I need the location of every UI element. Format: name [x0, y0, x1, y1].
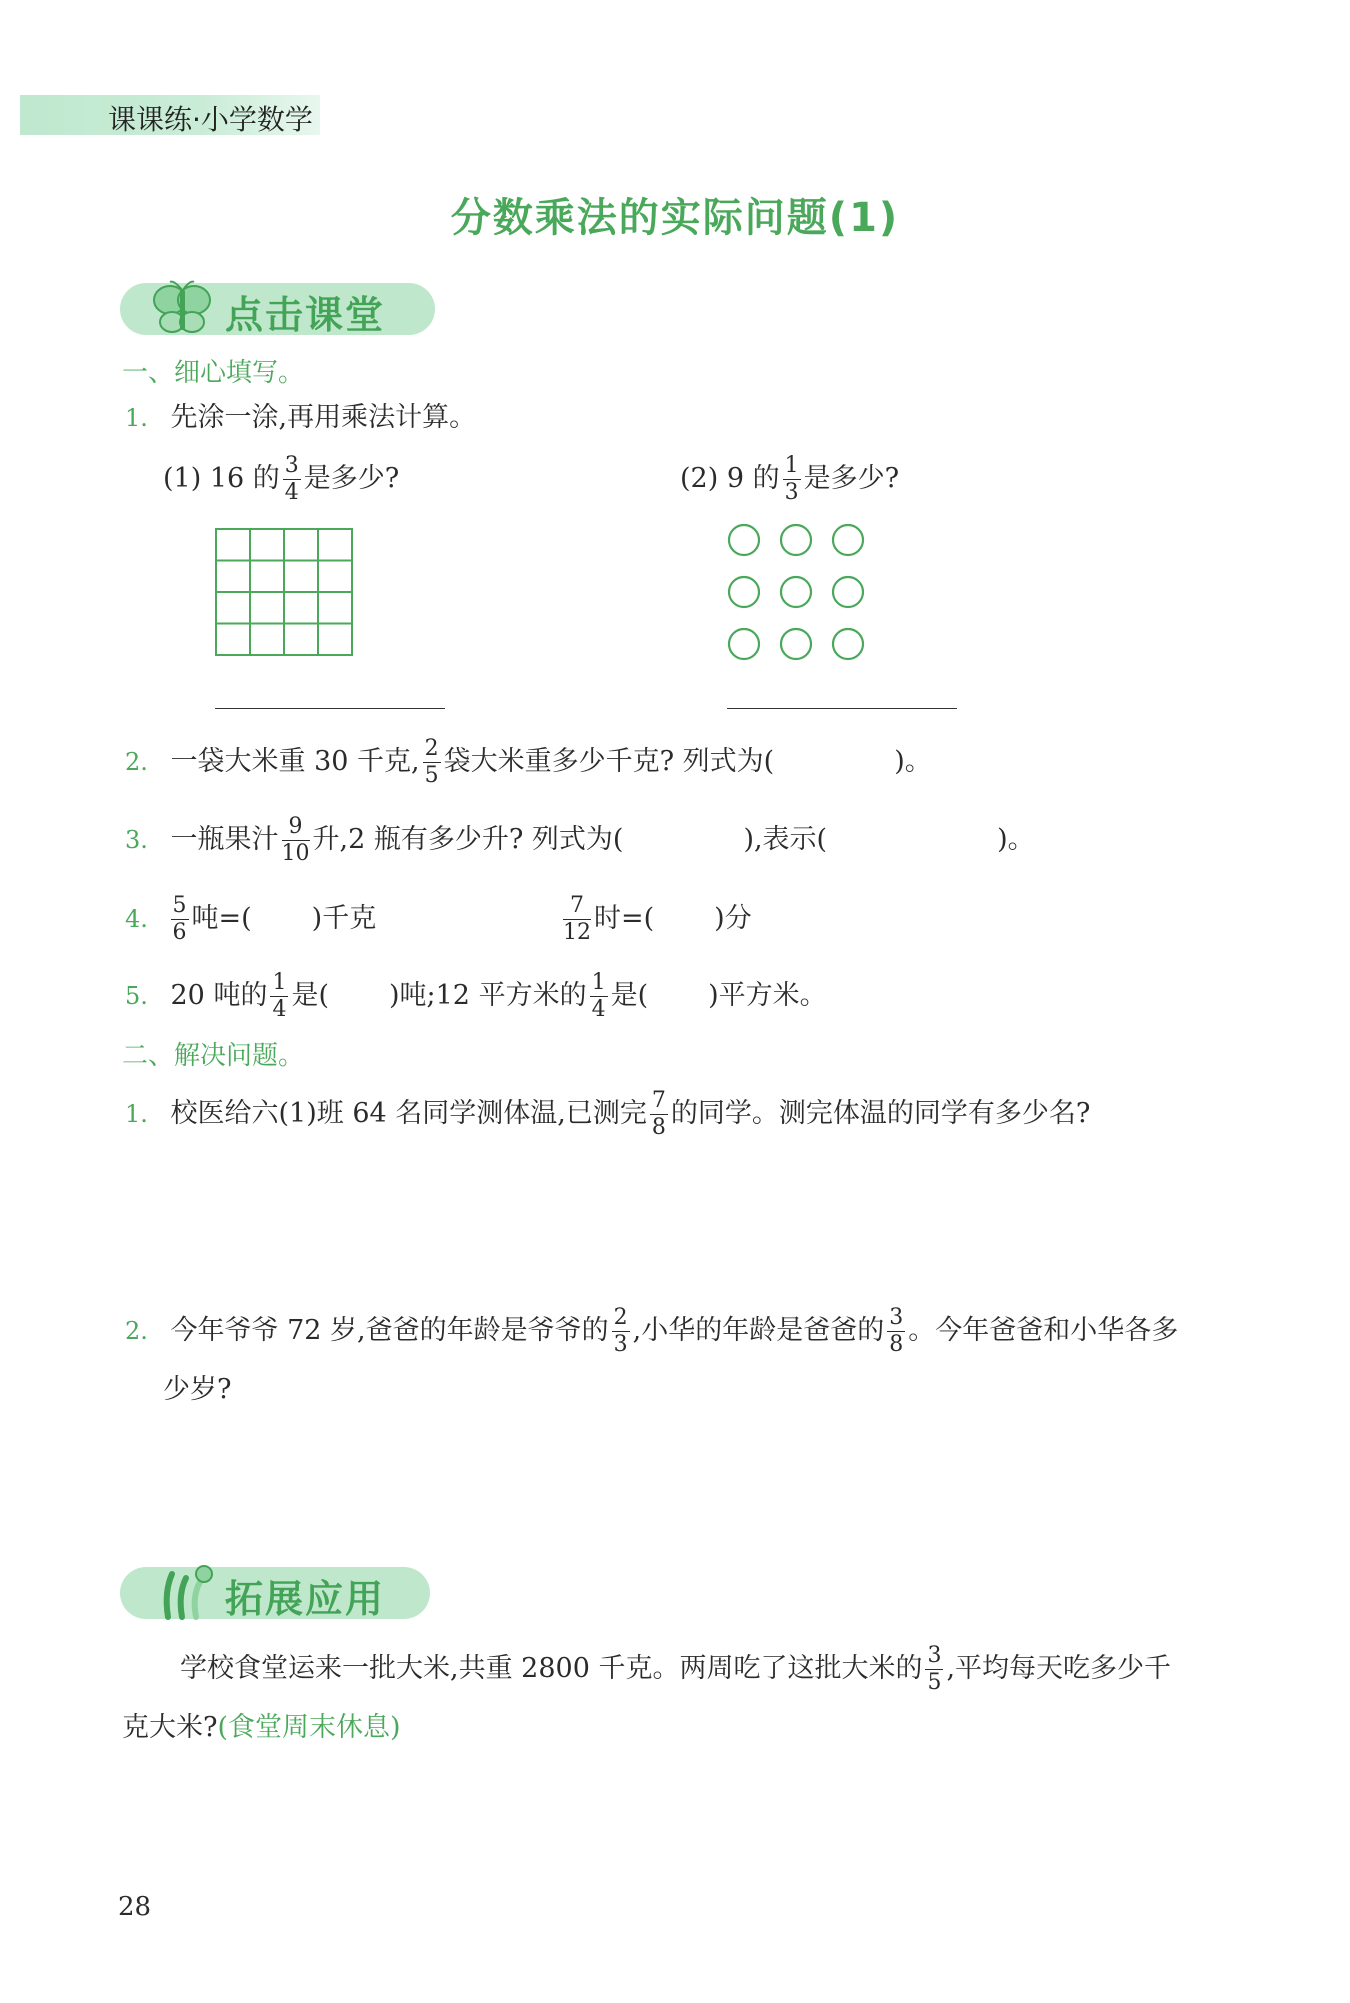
numerator: 7 — [651, 1088, 666, 1113]
fraction — [282, 816, 310, 865]
question-3 — [125, 816, 1035, 865]
question-number: 1. — [125, 404, 148, 432]
question-text: ),表示( — [743, 824, 828, 855]
fraction — [171, 895, 189, 944]
numerator: 5 — [172, 893, 187, 918]
sub-text: (2) 9 的 — [680, 463, 780, 494]
shading-circles[interactable] — [725, 522, 870, 667]
denominator: 5 — [927, 1670, 942, 1695]
numerator: 1 — [591, 970, 606, 995]
fraction — [887, 1307, 905, 1356]
question-text: ,平均每天吃多少千 — [946, 1653, 1172, 1684]
fraction — [423, 738, 441, 787]
denominator: 4 — [272, 997, 287, 1022]
question-text: 校医给六(1)班 64 名同学测体温,已测完 — [170, 1098, 647, 1129]
problem-2 — [125, 1307, 1178, 1356]
denominator: 12 — [563, 920, 591, 945]
question-text: )。 — [997, 824, 1035, 855]
numerator: 7 — [563, 895, 591, 920]
question-number: 2. — [125, 1317, 148, 1345]
fraction — [283, 455, 301, 504]
question-text: )吨;12 平方米的 — [389, 980, 587, 1011]
extension-problem-line-2 — [122, 1710, 401, 1746]
denominator: 5 — [424, 763, 439, 788]
question-1-sub-2 — [680, 455, 899, 504]
question-4b — [560, 895, 752, 944]
question-text: )。 — [894, 746, 932, 777]
denominator: 4 — [591, 997, 606, 1022]
question-text: 今年爷爷 72 岁,爸爸的年龄是爷爷的 — [170, 1315, 609, 1346]
question-text: )平方米。 — [708, 980, 827, 1011]
fraction — [650, 1090, 668, 1139]
question-text: 一袋大米重 30 千克, — [170, 746, 420, 777]
denominator: 3 — [613, 1332, 628, 1357]
question-text: 是( — [291, 980, 329, 1011]
question-text: 先涂一涂,再用乘法计算。 — [170, 402, 477, 433]
numerator: 9 — [282, 816, 310, 841]
extension-problem — [180, 1645, 1171, 1694]
question-text: 时=( — [594, 903, 655, 934]
question-number: 1. — [125, 1100, 148, 1128]
question-text: 克大米? — [122, 1712, 218, 1743]
question-text: 升,2 瓶有多少升? 列式为( — [312, 824, 624, 855]
numerator: 3 — [284, 453, 299, 478]
fraction — [612, 1307, 630, 1356]
denominator: 8 — [651, 1115, 666, 1140]
numerator: 1 — [272, 970, 287, 995]
question-number: 3. — [125, 826, 148, 854]
question-text: 袋大米重多少千克? 列式为( — [443, 746, 775, 777]
part1-heading: 一、细心填写。 — [122, 358, 305, 388]
question-2 — [125, 738, 932, 787]
book-title: 课课练·小学数学 — [108, 103, 313, 136]
denominator: 3 — [784, 480, 799, 505]
fraction — [783, 455, 801, 504]
sub-text: (1) 16 的 — [163, 463, 280, 494]
question-4 — [125, 895, 376, 944]
question-text: 学校食堂运来一批大米,共重 2800 千克。两周吃了这批大米的 — [180, 1653, 923, 1684]
question-5 — [125, 972, 827, 1021]
fraction — [925, 1645, 943, 1694]
section-title-classroom: 点击课堂 — [225, 293, 386, 337]
question-text: 20 吨的 — [170, 980, 268, 1011]
numerator: 2 — [613, 1305, 628, 1330]
question-text: )千克 — [311, 903, 377, 934]
problem-note: (食堂周末休息) — [217, 1712, 401, 1743]
denominator: 10 — [281, 841, 310, 866]
question-text: 。今年爸爸和小华各多 — [908, 1315, 1179, 1346]
question-text: ,小华的年龄是爸爸的 — [632, 1315, 885, 1346]
answer-line[interactable] — [727, 708, 957, 709]
denominator: 6 — [172, 920, 187, 945]
question-text: )分 — [714, 903, 752, 934]
sub-text: 是多少? — [303, 463, 400, 494]
question-text: 一瓶果汁 — [170, 824, 279, 855]
butterfly-icon — [148, 278, 218, 344]
numerator: 3 — [927, 1643, 942, 1668]
caterpillar-icon — [158, 1562, 218, 1628]
question-1-sub-1 — [163, 455, 399, 504]
fraction — [563, 895, 591, 944]
page-number: 28 — [118, 1892, 152, 1922]
numerator: 2 — [424, 736, 439, 761]
problem-2-line-2: 少岁? — [163, 1374, 232, 1405]
question-text: 吨=( — [191, 903, 252, 934]
question-number: 4. — [125, 905, 148, 933]
page-title: 分数乘法的实际问题(1) — [450, 195, 900, 241]
denominator: 8 — [889, 1332, 904, 1357]
numerator: 1 — [784, 453, 799, 478]
question-text: 是( — [610, 980, 649, 1011]
denominator: 4 — [284, 480, 299, 505]
answer-line[interactable] — [215, 708, 445, 709]
question-number: 5. — [125, 982, 148, 1010]
part2-heading: 二、解决问题。 — [122, 1041, 305, 1071]
numerator: 3 — [889, 1305, 904, 1330]
question-1 — [125, 400, 476, 436]
fraction — [590, 972, 608, 1021]
problem-1 — [125, 1090, 1090, 1139]
fraction — [270, 972, 288, 1021]
question-number: 2. — [125, 748, 148, 776]
section-title-extension: 拓展应用 — [225, 1577, 386, 1621]
question-text: 的同学。测完体温的同学有多少名? — [670, 1098, 1091, 1129]
shading-grid[interactable] — [215, 528, 355, 658]
sub-text: 是多少? — [803, 463, 900, 494]
